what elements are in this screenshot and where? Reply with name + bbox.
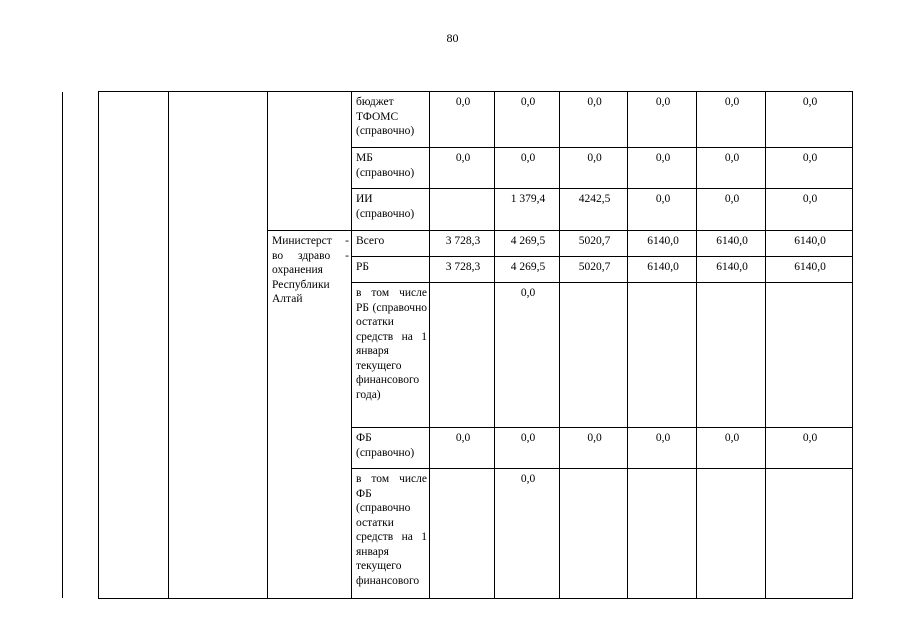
value-cell: 6140,0 [697,257,766,283]
value-cell [628,469,697,599]
value-cell: 0,0 [495,92,560,148]
value-cell: 0,0 [495,283,560,428]
value-cell: 4 269,5 [495,257,560,283]
value-cell: 0,0 [628,148,697,189]
value-cell [430,283,495,428]
empty-cell-col3 [268,92,352,231]
value-cell: 0,0 [430,428,495,469]
value-cell: 0,0 [697,189,766,231]
value-cell: 6140,0 [628,257,697,283]
value-cell: 0,0 [697,92,766,148]
value-cell [766,469,853,599]
value-cell: 3 728,3 [430,231,495,257]
value-cell: 6140,0 [766,231,853,257]
value-cell: 0,0 [628,428,697,469]
value-cell: 6140,0 [628,231,697,257]
value-cell [628,283,697,428]
value-cell [430,189,495,231]
funding-source-cell: МБ (справочно) [352,148,430,189]
value-cell [697,283,766,428]
left-margin-rule [62,92,63,598]
value-cell: 0,0 [560,148,628,189]
empty-cell-col1 [99,92,169,599]
value-cell [697,469,766,599]
value-cell: 0,0 [697,428,766,469]
value-cell: 0,0 [430,148,495,189]
value-cell: 0,0 [495,428,560,469]
value-cell [560,283,628,428]
funding-source-cell: ИИ (справочно) [352,189,430,231]
value-cell: 5020,7 [560,257,628,283]
value-cell [766,283,853,428]
value-cell [560,469,628,599]
value-cell: 0,0 [766,189,853,231]
funding-source-cell: в том числе ФБ (справочно остатки средств на 1 января текущего финансового [352,469,430,599]
funding-source-cell: Всего [352,231,430,257]
value-cell: 6140,0 [697,231,766,257]
value-cell: 0,0 [766,428,853,469]
page-number: 80 [446,31,459,45]
value-cell: 1 379,4 [495,189,560,231]
value-cell: 3 728,3 [430,257,495,283]
value-cell: 0,0 [495,469,560,599]
value-cell: 4 269,5 [495,231,560,257]
value-cell: 0,0 [697,148,766,189]
value-cell: 5020,7 [560,231,628,257]
value-cell: 6140,0 [766,257,853,283]
budget-table [98,91,853,599]
value-cell: 0,0 [628,92,697,148]
funding-source-cell: в том числе РБ (справочно остатки средств на 1 января текущего финансового года) [352,283,430,428]
value-cell: 0,0 [560,92,628,148]
value-cell: 0,0 [560,428,628,469]
empty-cell-col2 [169,92,268,599]
value-cell: 4242,5 [560,189,628,231]
organization-cell: Министерст - во здраво - охранения Республики Алтай [268,231,352,599]
value-cell: 0,0 [495,148,560,189]
value-cell: 0,0 [628,189,697,231]
funding-source-cell: РБ [352,257,430,283]
value-cell: 0,0 [766,92,853,148]
value-cell: 0,0 [430,92,495,148]
value-cell [430,469,495,599]
value-cell: 0,0 [766,148,853,189]
funding-source-cell: бюджет ТФОМС (справочно) [352,92,430,148]
table-row [99,92,853,148]
funding-source-cell: ФБ (справочно) [352,428,430,469]
